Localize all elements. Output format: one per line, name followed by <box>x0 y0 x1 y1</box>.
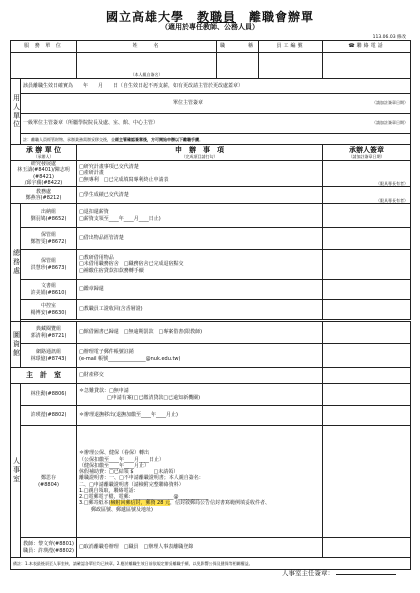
hr4-items[interactable]: □取消離職卷辦理 □職員 □辦理人事表離職登錄 <box>77 538 323 558</box>
network-unit: 網路通訊組 林璟億(#8743) <box>21 344 77 368</box>
secretariat-unit: 主 計 室 <box>11 368 77 384</box>
property-unit: 保管組 鄭智雯(#8672) <box>21 228 77 250</box>
hr2-item[interactable]: ＊辦理退撫移出(退撫加繳至____年____月止) <box>77 406 323 426</box>
library-label: 圖資館 <box>11 322 21 368</box>
library-items[interactable]: □館借圖書已歸還 □無逾期罰款 □專案借書(限教師) <box>77 322 323 344</box>
booths-sign[interactable] <box>323 300 411 320</box>
network-sign[interactable] <box>323 344 411 368</box>
position-field[interactable] <box>217 53 259 79</box>
property-item[interactable]: □借出物品經管清楚 <box>77 228 323 250</box>
form-table <box>10 40 411 570</box>
network-items[interactable]: □辦理電子郵件帳號註銷 (e-mail 帳號_______________@nuk.edu.tw) <box>77 344 323 368</box>
handover-note: 註：離職人員經管財物、承辦業務需辦妥移交後，並經主管確認簽章後，方可開始申辦以下離職手續。 <box>21 134 411 145</box>
hr-label: 人事室 <box>11 384 21 558</box>
col-position: 職 稱 <box>217 41 259 53</box>
booths-unit: 中控室 楊博安(#8630) <box>21 300 77 320</box>
library-unit: 典藏閱覽組 郭清利(#8721) <box>21 322 77 344</box>
cashier-items[interactable]: □退扣還薪資 □薪資支領至____年____月____日止) <box>77 204 323 228</box>
hr2-person: 許瑛瀅(#8802) <box>21 406 77 426</box>
col-phone: ☎聯絡電話 <box>323 41 411 53</box>
section-unit-head: 承 辦 單 位 （承辦人） <box>11 145 77 161</box>
name-field[interactable]: （本人親自簽名） <box>77 53 217 79</box>
hr4-sign[interactable] <box>323 538 411 558</box>
housing-items[interactable]: □教研借用物品 □未借用職務宿舍 □職務宿舍已完成退宿點交 □補繳住宿貸款扣款務轉手續 <box>77 250 323 280</box>
secretariat-item[interactable]: □財產移交 <box>77 368 323 384</box>
housing-sign[interactable] <box>323 250 411 280</box>
section-sign-head: 承辦人簽章 （請加註簽章日期） <box>323 145 411 161</box>
unit-head-sign-row[interactable]: 單位主管簽章 （請加註簽章日期） <box>21 94 411 114</box>
hr4-people: 教師：黎文齊(#8801) 職員：許瑛瀅(#8802) <box>21 538 77 558</box>
library-sign[interactable] <box>323 322 411 344</box>
hr3-sign[interactable] <box>323 426 411 538</box>
hr3-person: 鄭思存 (#8804) <box>21 426 77 538</box>
phone-field[interactable] <box>323 53 411 79</box>
applicant-unit-label: 用人單位 <box>11 79 21 145</box>
cashier-sign[interactable] <box>323 204 411 228</box>
dept-head-sign-row[interactable]: 一級單位主管簽章（所屬學院院長及處、室、館、中心主管） （請加註簽章日期） <box>21 114 411 134</box>
docs-unit: 文書組 許美娟(#8610) <box>21 280 77 300</box>
docs-sign[interactable] <box>323 280 411 300</box>
revision-date: 113.06.03 修改 <box>372 35 406 40</box>
hr-director-signature[interactable]: 人事室主任簽章： <box>282 568 396 577</box>
research-items[interactable]: □研究計畫事項已交代清楚 □產研計畫 □無專利 □已完成填寫專利終止申請表 <box>77 161 323 187</box>
effective-date-row[interactable]: 該員離職生效日確實為 年 月 日（自生效日起不再支薪，如有更改請主管於更改處蓋章） <box>21 79 411 94</box>
secretariat-sign[interactable] <box>323 368 411 384</box>
emp-no-field[interactable] <box>259 53 323 79</box>
footer-note: 備註：1.本表最後須至人事室核，請確認各單位均已核章。2.應於離職生效日前依規定辦妥離職手續，以免影響公保及健保等相關權益。 <box>11 558 411 570</box>
general-affairs-label: 總務處 <box>11 204 21 322</box>
hr2-sign[interactable] <box>323 406 411 426</box>
section-item-head: 申 辦 事 項 （完成項目請打勾） <box>77 145 323 161</box>
hr1-person: 林佳勳(#8806) <box>21 384 77 406</box>
research-sign[interactable]: （限具專長有者） <box>323 161 411 187</box>
cashier-unit: 出納組 劉羽鳩(#8652) <box>21 204 77 228</box>
col-unit: 服 務 單 位 <box>11 41 77 53</box>
booths-item[interactable]: □教職員工證收回(含香層證) <box>77 300 323 320</box>
form-title: 國立高雄大學 教職員 離職會辦單 <box>105 10 315 24</box>
hr1-sign[interactable] <box>323 384 411 406</box>
housing-unit: 保管組 洪慧珍(#8673) <box>21 250 77 280</box>
teaching-item[interactable]: □學生成績已交代清楚 <box>77 187 323 204</box>
col-emp-no: 員工編號 <box>259 41 323 53</box>
teaching-unit: 教務處 鄭燕容(#8212) <box>11 187 77 204</box>
hr3-items[interactable]: ＊辦理公保、健保（眷保）轉出 （公保扣繳至____年____月____日止） （健保扣繳至____年____月止） 休假補助費：□已結領 $ □未請領） 離職證明書：一、□不申請離職證明書；本人親自簽名： 二、□申請離職證明書（請檢附完整聯絡資料） 1.□親自領取，聯絡電話： 2.□電郵電子檔，電郵：________________@____________ 3.□郵寄紙本(檢附回郵信封，郵資 28 元，信封敘郵局公告信封書寫範例填妥收件者、 郵政區號、郵遞區號及地址) <box>77 426 323 538</box>
research-unit: 研究發展處 林玉濤(#8401)/陳志明(#8421) /邱宇蘋(#8422) <box>11 161 77 187</box>
postage-highlight: 檢附回郵信封，郵資 28 元 <box>110 500 170 507</box>
property-sign[interactable] <box>323 228 411 250</box>
teaching-sign[interactable]: （限具專長有者） <box>323 187 411 204</box>
col-name: 姓 名 <box>77 41 217 53</box>
form-subtitle: （適用於專任教師、公務人員） <box>161 23 259 31</box>
docs-item[interactable]: □鑑章歸還 <box>77 280 323 300</box>
hr1-items[interactable]: ＊急難貸款：□無申請 □申請有案(□已繳清貸款□已逾知新機關) <box>77 384 323 406</box>
unit-field[interactable] <box>11 53 77 79</box>
